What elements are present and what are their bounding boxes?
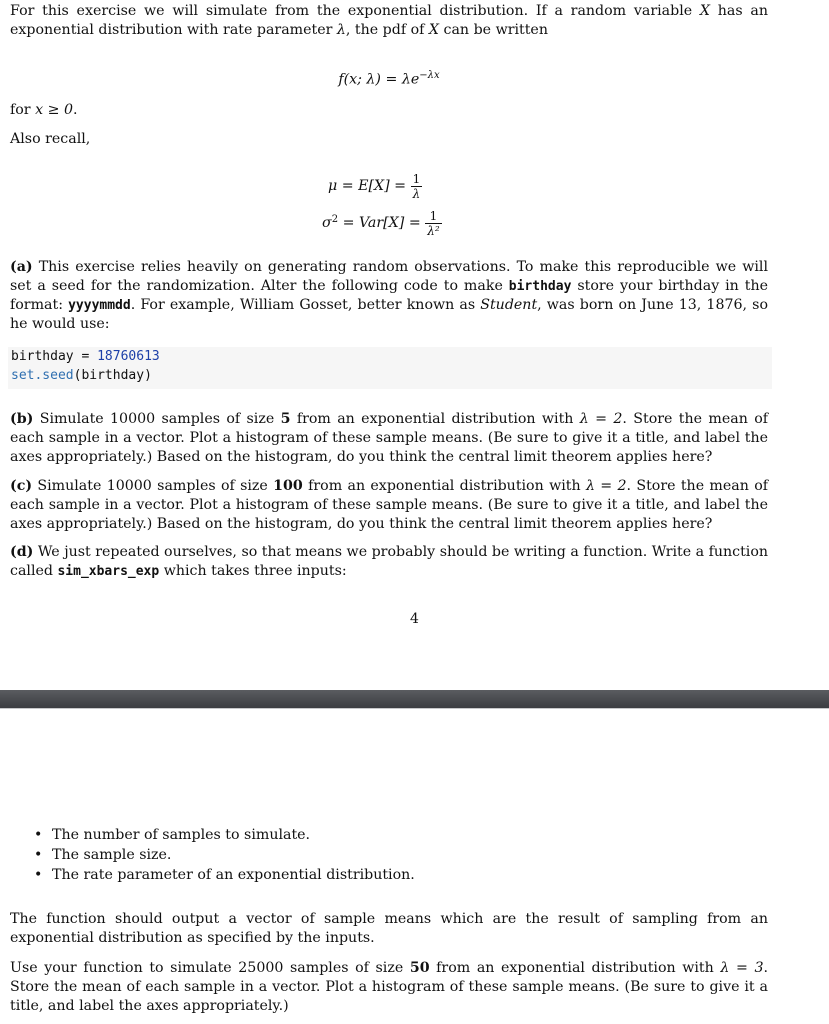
part-c-label: (c) — [10, 478, 33, 494]
part-c-paragraph: (c) Simulate 10000 samples of size 100 from an exponential distribution with λ = 2. Store the mean of each sample in a vector. Plot a histogram of these sample means. (Be sure to give it a title, and label the axes appropriately.) Based on the histogram, do you think the central limit theorem applies here? — [10, 478, 769, 532]
list-item: • The number of samples to simulate. — [34, 827, 311, 843]
var-x: X — [428, 22, 440, 38]
part-a-paragraph: (a) This exercise relies heavily on generating random observations. To make this reproducible we will set a seed for the randomization. Alter the following code to make birthday store your birthday in the format: yyyymmdd. For example, William Gosset, better known as Student, was born on June 13, 1876, so he would use: — [10, 259, 768, 332]
part-b-label: (b) — [10, 411, 34, 427]
list-item: • The rate parameter of an exponential distribution. — [34, 867, 415, 883]
final-paragraph: Use your function to simulate 25000 samples of size 50 from an exponential distribution with λ = 3. Store the mean of each sample in a vector. Plot a histogram of these sample means. (Be sure to give it a title, and label the axes appropriately.) — [10, 960, 768, 1014]
bullet-icon: • — [34, 867, 43, 883]
code-line-1: birthday = 18760613 — [11, 349, 160, 364]
bullet-icon: • — [34, 827, 43, 843]
lambda-symbol: λ — [336, 22, 346, 38]
var-x: X — [699, 3, 711, 19]
part-b-paragraph: (b) Simulate 10000 samples of size 5 from an exponential distribution with λ = 2. Store the mean of each sample in a vector. Plot a histogram of these sample means. (Be sure to give it a title, and label the axes appropriately.) Based on the histogram, do you think the central limit theorem applies here? — [10, 411, 768, 465]
output-paragraph: The function should output a vector of sample means which are the result of sampling from an exponential distribution as specified by the inputs. — [10, 911, 768, 946]
mean-equation: μ = E[X] = $\frac{1}{\lambda}$ — [328, 172, 421, 201]
page-separator — [0, 690, 829, 708]
part-d-paragraph: (d) We just repeated ourselves, so that means we probably should be writing a function. Write a function called sim_xbars_exp which takes three inputs: — [10, 544, 768, 579]
part-a-label: (a) — [10, 259, 33, 275]
code-line-2: set.seed(birthday) — [11, 368, 152, 383]
list-item: • The sample size. — [34, 847, 172, 863]
page-number: 4 — [410, 611, 419, 627]
intro-paragraph: For this exercise we will simulate from the exponential distribution. If a random variable X has an exponential distribution with rate parameter λ, the pdf of X can be written — [10, 3, 768, 38]
code-block[interactable] — [8, 347, 772, 389]
variance-equation: $\sigma^2 = Var[X]$ = $\frac{1}{\text{λ²}}$ — [322, 209, 440, 238]
page-separator-line — [0, 708, 829, 709]
pdf-equation: f(x; $\lambda) = \lambda e^{-\lambda x}$ — [338, 70, 440, 88]
inputs-list — [30, 826, 415, 886]
domain-text: for x ≥ 0. — [10, 102, 78, 118]
part-d-label: (d) — [10, 544, 34, 560]
bullet-icon: • — [34, 847, 43, 863]
also-recall-text: Also recall, — [10, 131, 91, 147]
